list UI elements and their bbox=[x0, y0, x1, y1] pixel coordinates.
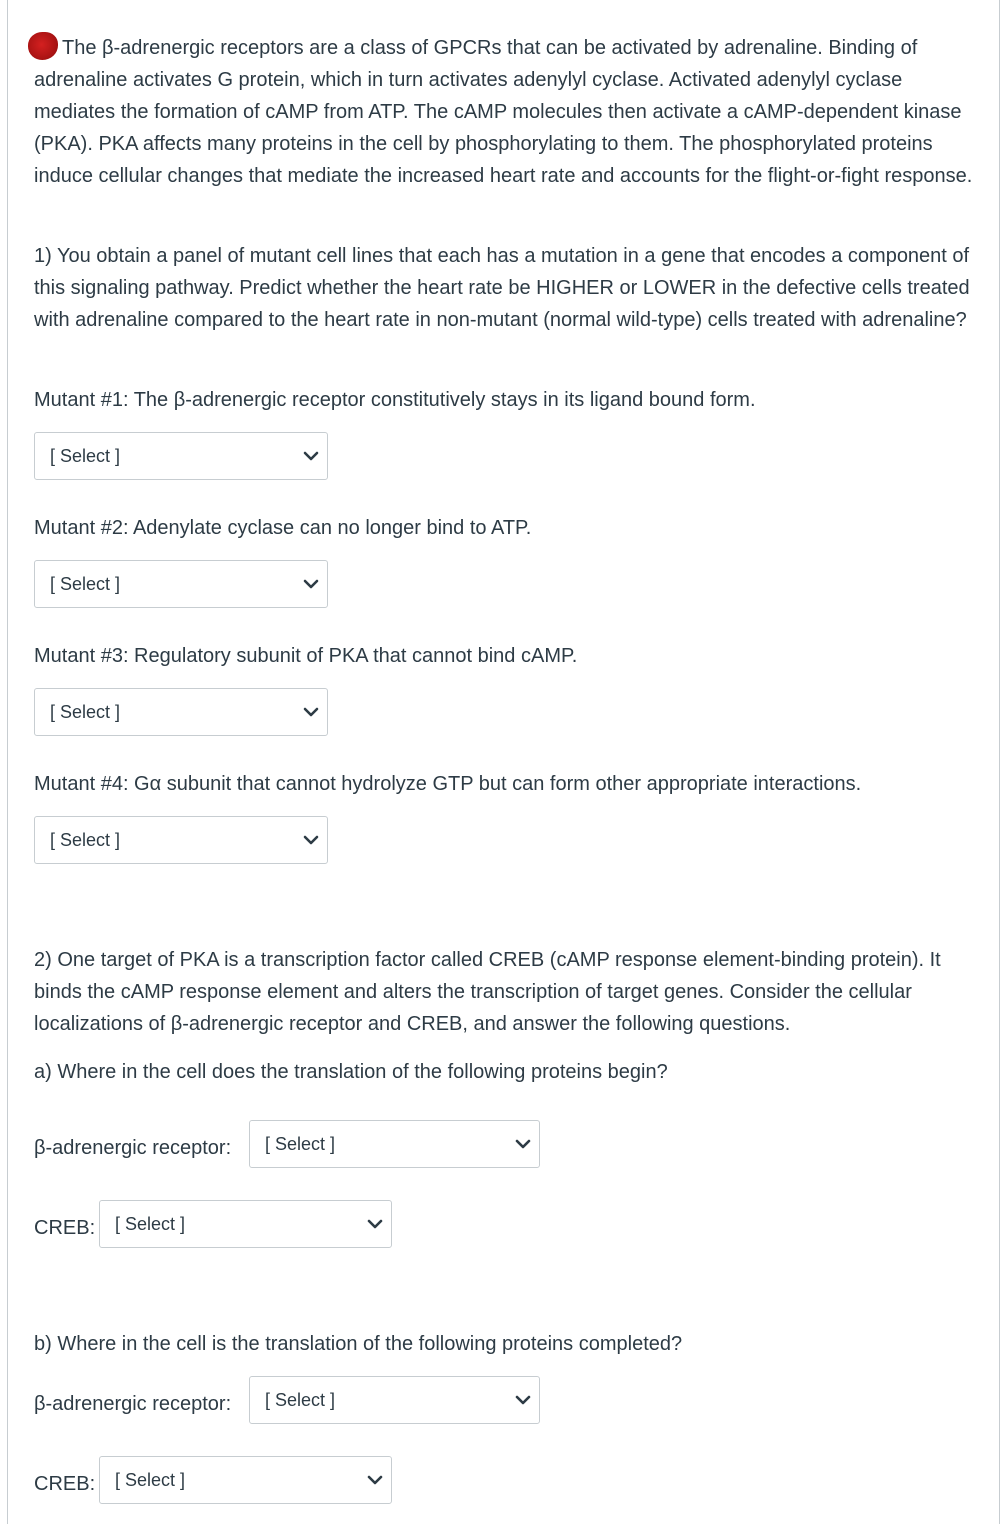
q2a-receptor-label: β-adrenergic receptor: bbox=[34, 1137, 232, 1159]
q2b-creb-select[interactable] bbox=[99, 1456, 392, 1504]
select-value: [ Select ] bbox=[115, 1470, 186, 1490]
mutant-1-select[interactable] bbox=[34, 432, 328, 480]
intro-text: The β-adrenergic receptors are a class of GPCRs that can be activated by adrenaline. Binding of adrenaline activates G protein, which in turn activates adenylyl cyclase. Activated adenylyl cyclase mediates the formation of cAMP from ATP. The cAMP molecules then activate a cAMP-dependent kinase (PKA). PKA affects many proteins in the cell by phosphorylating to them. The phosphorylated proteins induce cellular changes that mediate the increased heart rate and accounts for the flight-or-fight response. bbox=[34, 37, 973, 187]
q2a-receptor-select[interactable] bbox=[249, 1120, 540, 1168]
select-value: [ Select ] bbox=[50, 574, 121, 594]
chevron-down-icon bbox=[303, 704, 319, 720]
chevron-down-icon bbox=[303, 832, 319, 848]
q2b-prompt: b) Where in the cell is the translation of the following proteins completed? bbox=[34, 1333, 683, 1355]
q2a-creb-label: CREB: bbox=[34, 1217, 96, 1239]
q2b-receptor-label: β-adrenergic receptor: bbox=[34, 1393, 232, 1415]
content-frame bbox=[7, 0, 1000, 1524]
mutant-2-select[interactable] bbox=[34, 560, 328, 608]
mutant-3-label: Mutant #3: Regulatory subunit of PKA that cannot bind cAMP. bbox=[34, 645, 578, 667]
chevron-down-icon bbox=[515, 1392, 531, 1408]
intro-paragraph bbox=[34, 32, 974, 192]
q2b-receptor-select[interactable] bbox=[249, 1376, 540, 1424]
select-value: [ Select ] bbox=[50, 702, 121, 722]
select-value: [ Select ] bbox=[265, 1390, 336, 1410]
chevron-down-icon bbox=[367, 1216, 383, 1232]
q1-prompt: 1) You obtain a panel of mutant cell lines that each has a mutation in a gene that encodes a component of this signaling pathway. Predict whether the heart rate be HIGHER or LOWER in the defective cells treated with adrenaline compared to the heart rate in non-mutant (normal wild-type) cells treated with adrenaline? bbox=[34, 245, 970, 331]
q2-prompt: 2) One target of PKA is a transcription factor called CREB (cAMP response element-binding protein). It binds the cAMP response element and alters the transcription of target genes. Consider the cellular localizations of β-adrenergic receptor and CREB, and answer the following questions. bbox=[34, 949, 941, 1035]
mutant-4-label: Mutant #4: Gα subunit that cannot hydrolyze GTP but can form other appropriate interactions. bbox=[34, 773, 862, 795]
chevron-down-icon bbox=[303, 448, 319, 464]
chevron-down-icon bbox=[367, 1472, 383, 1488]
red-blot-marker bbox=[28, 32, 58, 60]
select-value: [ Select ] bbox=[265, 1134, 336, 1154]
mutant-3-select[interactable] bbox=[34, 688, 328, 736]
q2b-creb-label: CREB: bbox=[34, 1473, 96, 1495]
chevron-down-icon bbox=[515, 1136, 531, 1152]
mutant-1-label: Mutant #1: The β-adrenergic receptor constitutively stays in its ligand bound form. bbox=[34, 389, 756, 411]
select-value: [ Select ] bbox=[50, 830, 121, 850]
chevron-down-icon bbox=[303, 576, 319, 592]
mutant-2-label: Mutant #2: Adenylate cyclase can no longer bind to ATP. bbox=[34, 517, 532, 539]
select-value: [ Select ] bbox=[50, 446, 121, 466]
mutant-4-select[interactable] bbox=[34, 816, 328, 864]
q2a-prompt: a) Where in the cell does the translation of the following proteins begin? bbox=[34, 1061, 668, 1083]
q2a-creb-select[interactable] bbox=[99, 1200, 392, 1248]
select-value: [ Select ] bbox=[115, 1214, 186, 1234]
